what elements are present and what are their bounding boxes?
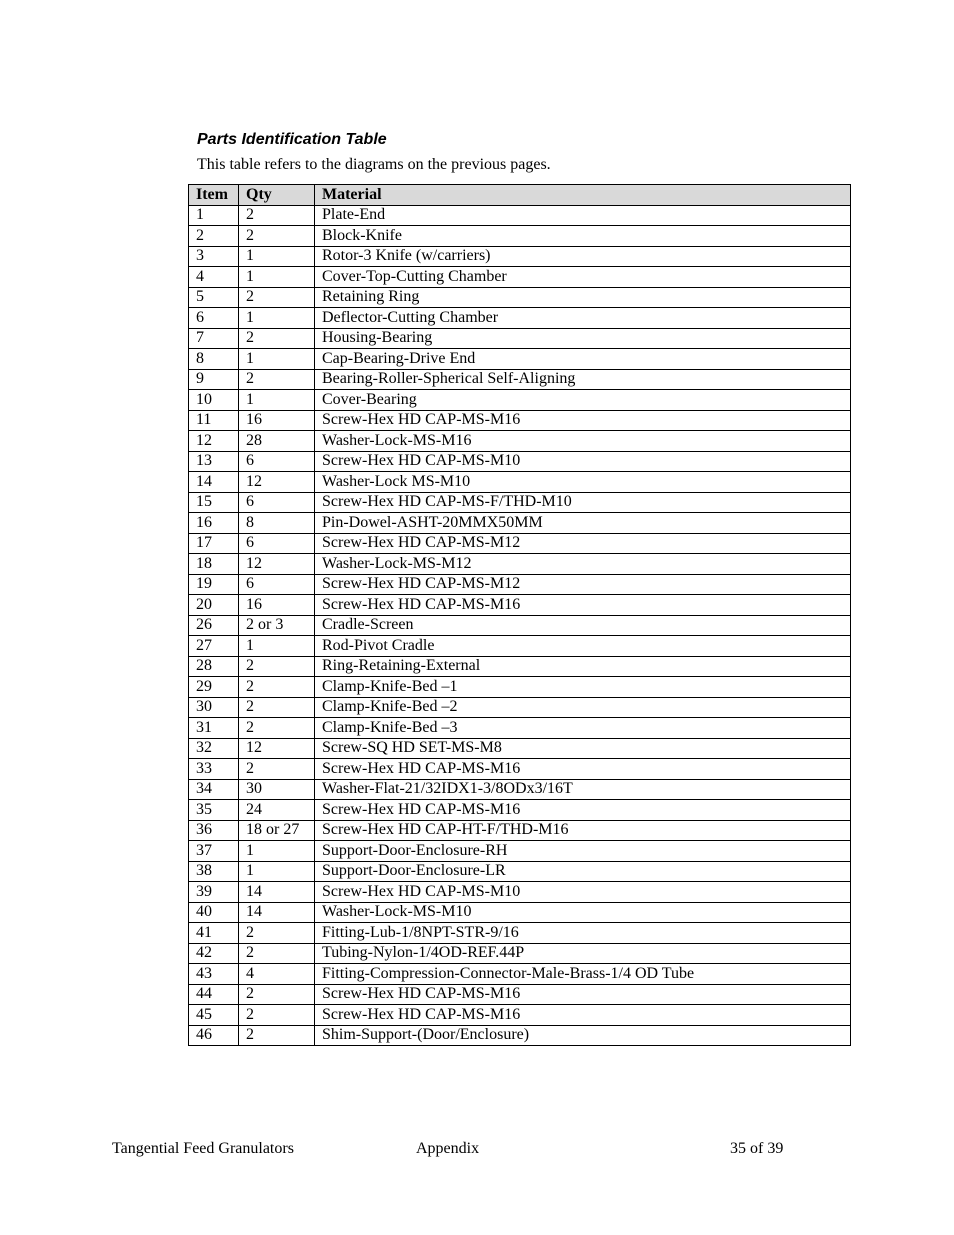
parts-table-body — [189, 205, 851, 1046]
cell-material: Screw-Hex HD CAP-HT-F/THD-M16 — [315, 820, 851, 841]
cell-item: 14 — [189, 472, 239, 493]
cell-item: 11 — [189, 410, 239, 431]
cell-qty: 1 — [239, 267, 315, 288]
cell-item: 3 — [189, 246, 239, 267]
table-row — [189, 574, 851, 595]
table-row — [189, 902, 851, 923]
table-row — [189, 595, 851, 616]
header-item: Item — [189, 185, 239, 206]
cell-item: 43 — [189, 964, 239, 985]
cell-item: 1 — [189, 205, 239, 226]
cell-material: Tubing-Nylon-1/4OD-REF.44P — [315, 943, 851, 964]
cell-qty: 12 — [239, 472, 315, 493]
cell-item: 13 — [189, 451, 239, 472]
cell-item: 41 — [189, 923, 239, 944]
cell-material: Screw-Hex HD CAP-MS-M10 — [315, 451, 851, 472]
cell-item: 44 — [189, 984, 239, 1005]
cell-item: 10 — [189, 390, 239, 411]
cell-material: Housing-Bearing — [315, 328, 851, 349]
cell-material: Ring-Retaining-External — [315, 656, 851, 677]
cell-material: Cap-Bearing-Drive End — [315, 349, 851, 370]
table-row — [189, 656, 851, 677]
table-row — [189, 984, 851, 1005]
cell-material: Cover-Bearing — [315, 390, 851, 411]
cell-qty: 2 — [239, 943, 315, 964]
cell-material: Fitting-Compression-Connector-Male-Brass-1/4 OD Tube — [315, 964, 851, 985]
cell-qty: 6 — [239, 451, 315, 472]
parts-table — [188, 184, 851, 1046]
cell-qty: 12 — [239, 554, 315, 575]
cell-qty: 2 — [239, 1025, 315, 1046]
cell-qty: 2 — [239, 718, 315, 739]
cell-item: 31 — [189, 718, 239, 739]
table-row — [189, 923, 851, 944]
cell-item: 33 — [189, 759, 239, 780]
table-row — [189, 964, 851, 985]
table-row — [189, 349, 851, 370]
table-row — [189, 451, 851, 472]
cell-qty: 16 — [239, 595, 315, 616]
cell-qty: 12 — [239, 738, 315, 759]
cell-qty: 1 — [239, 636, 315, 657]
table-row — [189, 615, 851, 636]
cell-item: 32 — [189, 738, 239, 759]
table-row — [189, 636, 851, 657]
cell-material: Screw-Hex HD CAP-MS-M16 — [315, 759, 851, 780]
cell-item: 19 — [189, 574, 239, 595]
cell-material: Screw-Hex HD CAP-MS-M12 — [315, 574, 851, 595]
cell-qty: 6 — [239, 492, 315, 513]
cell-qty: 2 — [239, 287, 315, 308]
cell-material: Deflector-Cutting Chamber — [315, 308, 851, 329]
table-row — [189, 677, 851, 698]
cell-qty: 1 — [239, 390, 315, 411]
table-row — [189, 205, 851, 226]
table-row — [189, 369, 851, 390]
cell-item: 34 — [189, 779, 239, 800]
cell-qty: 2 — [239, 1005, 315, 1026]
cell-material: Pin-Dowel-ASHT-20MMX50MM — [315, 513, 851, 534]
table-row — [189, 492, 851, 513]
cell-item: 29 — [189, 677, 239, 698]
cell-qty: 2 — [239, 328, 315, 349]
cell-qty: 8 — [239, 513, 315, 534]
table-row — [189, 328, 851, 349]
cell-material: Fitting-Lub-1/8NPT-STR-9/16 — [315, 923, 851, 944]
table-row — [189, 882, 851, 903]
cell-material: Washer-Lock MS-M10 — [315, 472, 851, 493]
table-row — [189, 820, 851, 841]
cell-item: 39 — [189, 882, 239, 903]
cell-material: Cover-Top-Cutting Chamber — [315, 267, 851, 288]
table-row — [189, 390, 851, 411]
cell-material: Screw-Hex HD CAP-MS-M16 — [315, 800, 851, 821]
table-row — [189, 1025, 851, 1046]
table-row — [189, 697, 851, 718]
cell-item: 42 — [189, 943, 239, 964]
cell-qty: 4 — [239, 964, 315, 985]
section-heading: Parts Identification Table — [197, 131, 387, 148]
table-row — [189, 759, 851, 780]
cell-material: Plate-End — [315, 205, 851, 226]
cell-material: Washer-Lock-MS-M10 — [315, 902, 851, 923]
cell-item: 5 — [189, 287, 239, 308]
cell-qty: 2 — [239, 226, 315, 247]
cell-qty: 16 — [239, 410, 315, 431]
cell-material: Screw-Hex HD CAP-MS-M16 — [315, 595, 851, 616]
cell-qty: 2 — [239, 205, 315, 226]
footer-page-number: 35 of 39 — [730, 1140, 784, 1157]
cell-qty: 2 — [239, 759, 315, 780]
cell-item: 26 — [189, 615, 239, 636]
cell-item: 20 — [189, 595, 239, 616]
cell-qty: 2 — [239, 369, 315, 390]
cell-qty: 14 — [239, 902, 315, 923]
cell-item: 17 — [189, 533, 239, 554]
cell-material: Support-Door-Enclosure-RH — [315, 841, 851, 862]
cell-item: 45 — [189, 1005, 239, 1026]
cell-item: 27 — [189, 636, 239, 657]
cell-material: Screw-Hex HD CAP-MS-M16 — [315, 984, 851, 1005]
table-row — [189, 861, 851, 882]
cell-item: 2 — [189, 226, 239, 247]
cell-item: 12 — [189, 431, 239, 452]
cell-qty: 30 — [239, 779, 315, 800]
cell-material: Retaining Ring — [315, 287, 851, 308]
cell-qty: 18 or 27 — [239, 820, 315, 841]
cell-material: Rod-Pivot Cradle — [315, 636, 851, 657]
table-row — [189, 943, 851, 964]
header-material: Material — [315, 185, 851, 206]
cell-qty: 2 — [239, 984, 315, 1005]
table-row — [189, 1005, 851, 1026]
table-row — [189, 513, 851, 534]
table-row — [189, 718, 851, 739]
cell-qty: 6 — [239, 533, 315, 554]
cell-qty: 2 — [239, 677, 315, 698]
cell-material: Support-Door-Enclosure-LR — [315, 861, 851, 882]
table-row — [189, 800, 851, 821]
cell-qty: 1 — [239, 841, 315, 862]
cell-item: 18 — [189, 554, 239, 575]
table-row — [189, 267, 851, 288]
cell-item: 30 — [189, 697, 239, 718]
footer-product: Tangential Feed Granulators — [112, 1140, 294, 1157]
cell-material: Screw-Hex HD CAP-MS-M16 — [315, 410, 851, 431]
cell-material: Cradle-Screen — [315, 615, 851, 636]
cell-qty: 14 — [239, 882, 315, 903]
cell-item: 46 — [189, 1025, 239, 1046]
table-row — [189, 410, 851, 431]
cell-item: 37 — [189, 841, 239, 862]
cell-qty: 1 — [239, 349, 315, 370]
table-row — [189, 308, 851, 329]
cell-material: Screw-Hex HD CAP-MS-M16 — [315, 1005, 851, 1026]
table-row — [189, 287, 851, 308]
cell-item: 8 — [189, 349, 239, 370]
table-row — [189, 779, 851, 800]
table-row — [189, 246, 851, 267]
cell-qty: 1 — [239, 861, 315, 882]
cell-material: Clamp-Knife-Bed –2 — [315, 697, 851, 718]
cell-qty: 1 — [239, 308, 315, 329]
cell-material: Washer-Flat-21/32IDX1-3/8ODx3/16T — [315, 779, 851, 800]
table-row — [189, 472, 851, 493]
cell-material: Rotor-3 Knife (w/carriers) — [315, 246, 851, 267]
cell-item: 15 — [189, 492, 239, 513]
cell-material: Screw-Hex HD CAP-MS-M12 — [315, 533, 851, 554]
header-row — [189, 185, 851, 206]
cell-material: Screw-SQ HD SET-MS-M8 — [315, 738, 851, 759]
cell-item: 35 — [189, 800, 239, 821]
cell-item: 4 — [189, 267, 239, 288]
table-row — [189, 738, 851, 759]
cell-material: Bearing-Roller-Spherical Self-Aligning — [315, 369, 851, 390]
table-row — [189, 554, 851, 575]
cell-item: 9 — [189, 369, 239, 390]
parts-table-header — [189, 185, 851, 206]
cell-qty: 1 — [239, 246, 315, 267]
cell-material: Washer-Lock-MS-M12 — [315, 554, 851, 575]
cell-qty: 2 — [239, 923, 315, 944]
cell-qty: 6 — [239, 574, 315, 595]
table-row — [189, 533, 851, 554]
cell-material: Block-Knife — [315, 226, 851, 247]
cell-qty: 28 — [239, 431, 315, 452]
cell-item: 6 — [189, 308, 239, 329]
cell-qty: 2 or 3 — [239, 615, 315, 636]
cell-material: Clamp-Knife-Bed –1 — [315, 677, 851, 698]
cell-material: Screw-Hex HD CAP-MS-F/THD-M10 — [315, 492, 851, 513]
table-row — [189, 431, 851, 452]
cell-item: 28 — [189, 656, 239, 677]
header-qty: Qty — [239, 185, 315, 206]
cell-qty: 24 — [239, 800, 315, 821]
cell-item: 38 — [189, 861, 239, 882]
table-row — [189, 841, 851, 862]
intro-text: This table refers to the diagrams on the previous pages. — [197, 156, 551, 173]
cell-item: 7 — [189, 328, 239, 349]
cell-qty: 2 — [239, 697, 315, 718]
cell-material: Washer-Lock-MS-M16 — [315, 431, 851, 452]
table-row — [189, 226, 851, 247]
cell-material: Shim-Support-(Door/Enclosure) — [315, 1025, 851, 1046]
cell-material: Screw-Hex HD CAP-MS-M10 — [315, 882, 851, 903]
cell-material: Clamp-Knife-Bed –3 — [315, 718, 851, 739]
cell-item: 36 — [189, 820, 239, 841]
cell-item: 40 — [189, 902, 239, 923]
footer-section: Appendix — [416, 1140, 480, 1157]
cell-qty: 2 — [239, 656, 315, 677]
cell-item: 16 — [189, 513, 239, 534]
